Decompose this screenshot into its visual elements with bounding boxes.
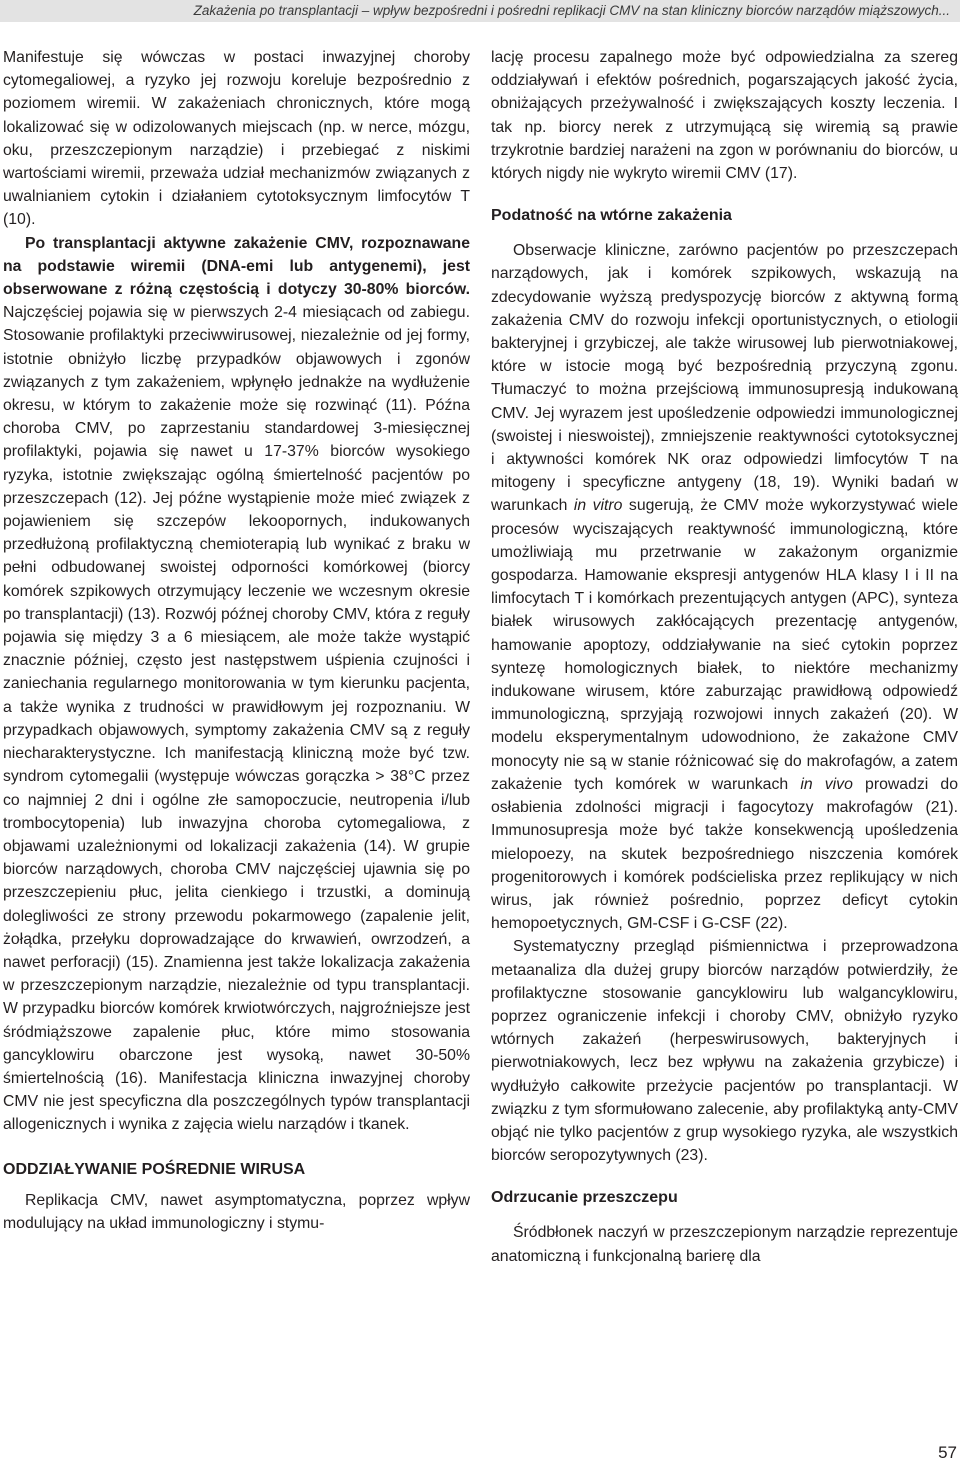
subheading-graft-rejection: Odrzucanie przeszczepu	[491, 1189, 678, 1207]
left-paragraph-3: Replikacja CMV, nawet asymptomatyczna, poprzez wpływ modulujący na układ immunologiczny i stymu-	[3, 1191, 470, 1232]
left-paragraph-2	[3, 232, 470, 1137]
right-paragraph-2-text-a: Obserwacje kliniczne, zarówno pacjentów po przeszczepach narządowych, jak i komórek szpikowych, wskazują na zdecydowanie wyższą predyspozycję biorców z aktywną formą zakażenia CMV do rozwoju infekcji oportunistycznych, o etiologii bakteryjnej i grzybiczej, ale także wirusowej lub pierwotniakowej, które w istocie mogą być bezpośrednią przyczyną zgonu. Tłumaczyć to można przejściową immunosupresją indukowaną CMV. Jej wyrazem jest upośledzenie odpowiedzi immunologicznej (swoistej i nieswoistej), zmniejszenie reaktywności cytotoksycznej i aktywności komórek NK oraz odpowiedzi limfocytów T na mitogeny i specyficzne antygeny (18, 19). Wyniki badań w warunkach	[491, 242, 958, 515]
right-paragraph-2	[491, 239, 958, 935]
subheading-secondary-infections: Podatność na wtórne zakażenia	[491, 207, 732, 225]
italic-in-vivo: in vivo	[800, 775, 853, 793]
italic-in-vitro: in vitro	[573, 497, 623, 515]
right-paragraph-3: Systematyczny przegląd piśmiennictwa i przeprowadzona metaanaliza dla dużej grupy biorców narządów potwierdziły, że profilaktyczne stosowanie gancyklowiru lub walgancyklowiru, poprzez ograniczenie infekcji i choroby CMV, obniżyło ryzyko wtórnych zakażeń (herpeswirusowych, bakteryjnych i pierwotniakowych, lecz bez wpływu na zakażenia grzybicze) i wydłużyło całkowite przeżycie pacjentów po transplantacji. W związku z tym sformułowano zalecenie, aby profilaktyką anty-CMV objąć nie tylko pacjentów z grup wysokiego ryzyka, ale wszystkich biorców seropozytywnych (23).	[491, 938, 958, 1165]
left-paragraph-1: Manifestuje się wówczas w postaci inwazyjnej choroby cytomegaliowej, a ryzyko jej rozwoju koreluje bezpośrednio z poziomem wiremii. W zakażeniach chronicznych, które mogą lokalizować się w odizolowanych miejscach (np. w nerce, mózgu, oku, przeszczepionym narządzie) i przebiegać z niskimi wartościami wiremii, przeważa udział mechanizmów związanych z uwalnianiem cytokin i działaniem cytotoksycznym limfocytów T (10).	[3, 49, 470, 229]
running-header	[0, 0, 960, 22]
right-paragraph-2-text-c: prowadzi do osłabienia zdolności migracji i fagocytozy makrofagów (21). Immunosupresja może być także konsekwencją upośledzenia mielopoezy, na skutek bezpośredniego niszczenia komórek progenitorowych i komórek podścieliska przez replikujący w nich wirus, jak również pośrednio, poprzez deficyt cytokin hemopoetycznych, GM-CSF i G-CSF (22).	[491, 775, 958, 933]
right-paragraph-4: Śródbłonek naczyń w przeszczepionym narządzie reprezentuje anatomiczną i funkcjonalną barierę dla	[491, 1224, 958, 1265]
page-number: 57	[938, 1443, 957, 1462]
running-header-text: Zakażenia po transplantacji – wpływ bezpośredni i pośredni replikacji CMV na stan kliniczny biorców narządów miąższowych...	[193, 3, 950, 18]
left-column	[3, 46, 470, 1235]
section-heading-indirect-effects: ODDZIAŁYWANIE POŚREDNIE WIRUSA	[3, 1160, 306, 1178]
left-paragraph-2-text: Najczęściej pojawia się w pierwszych 2-4 miesiącach od zabiegu. Stosowanie profilaktyki przeciwwirusowej, niezależnie od jej formy, istotnie obniżyło liczbę przypadków objawowych i zgonów związanych z tym zakażeniem, wpłynęło jednakże na wydłużenie okresu, w którym to zakażenie może się rozwinąć (11). Późna choroba CMV, po zaprzestaniu standardowej 3-miesięcznej profilaktyki, pojawia się nawet u 17-37% biorców wysokiego ryzyka, istotnie zwiększając ogólną śmiertelność pacjentów po przeszczepach (12). Jej późne wystąpienie może mieć związek z pojawieniem się szczepów lekoopornych, indukowanych przedłużoną profilaktyczną chemioterapią lub wynikać z braku w pełni odbudowanej swoistej odporności komórkowej (biorcy komórek szpikowych otrzymujący leczenie we wczesnym okresie po transplantacji) (13). Rozwój późnej choroby CMV, która z reguły pojawia się między 3 a 6 miesiącem, ale może także wystąpić znacznie później, często jest następstwem uśpienia czujności i zaniechania regularnego monitorowania w tym kierunku pacjenta, a także wynika z trudności w prawidłowym jej rozpoznaniu. W przypadkach objawowych, symptomy zakażenia CMV są z reguły niecharakterystyczne. Ich manifestacją kliniczną może być tzw. syndrom cytomegalii (występuje wówczas gorączka > 38°C przez co najmniej 2 dni i ogólne złe samopoczucie, neutropenia i/lub trombocytopenia) lub inwazyjna choroba cytomegaliowa, z objawami uzależnionymi od lokalizacji zakażenia (14). W grupie biorców narządowych, choroba CMV najczęściej ujawnia się po przeszczepieniu płuc, jelita cienkiego i trzustki, a dominują dolegliwości ze strony przewodu pokarmowego (zapalenie jelit, żołądka, przełyku doprowadzające do krwawień, owrzodzeń, a nawet perforacji) (15). Znamienna jest także lokalizacja zakażenia w przeszczepionym narządzie, niezależnie od typu transplantacji. W przypadku biorców komórek krwiotwórczych, najgroźniejsze jest śródmiąższowe zapalenie płuc, które mimo stosowania gancyklowiru obarczone jest wysoką, nawet 30-50% śmiertelnością (16). Manifestacja kliniczna inwazyjnej choroby CMV nie jest specyficzna dla poszczególnych typów transplantacji allogenicznych i wynika z zajęcia wielu narządów i tkanek.	[3, 304, 470, 1134]
right-column	[491, 46, 958, 1268]
left-paragraph-2-bold: Po transplantacji aktywne zakażenie CMV, rozpoznawane na podstawie wiremii (DNA-emi lub antygenemi), jest obserwowane z różną częstością i dotyczy 30-80% biorców.	[3, 234, 470, 299]
right-paragraph-2-text-b: sugerują, że CMV może wykorzystywać wiele procesów wyciszających reaktywność immunologiczną, które umożliwiają mu przetrwanie w zakażonym organizmie gospodarza. Hamowanie ekspresji antygenów HLA klasy I i II na limfocytach T i komórkach prezentujących antygen (APC), synteza białek wirusowych zakłócających prezentację antygenów, hamowanie apoptozy, oddziaływanie na sieć cytokin poprzez syntezę homologicznych białek, to niektóre mechanizmy indukowane wirusem, które zaburzając prawidłową odpowiedź immunologiczną, sprzyjają rozwojowi innych zakażeń (20). W modelu eksperymentalnym udowodniono, że zakażone CMV monocyty nie są w stanie różnicować się do makrofagów, a zatem zakażenie tych komórek w warunkach	[491, 497, 958, 793]
right-paragraph-1: lację procesu zapalnego może być odpowiedzialna za szereg oddziaływań i efektów pośrednich, pogarszających jakość życia, obniżających przeżywalność i zwiększających koszty leczenia. I tak np. biorcy nerek z utrzymującą się wiremią są prawie trzykrotnie bardziej narażeni na zgon w porównaniu do biorców, u których nigdy nie wykryto wiremii CMV (17).	[491, 49, 958, 183]
